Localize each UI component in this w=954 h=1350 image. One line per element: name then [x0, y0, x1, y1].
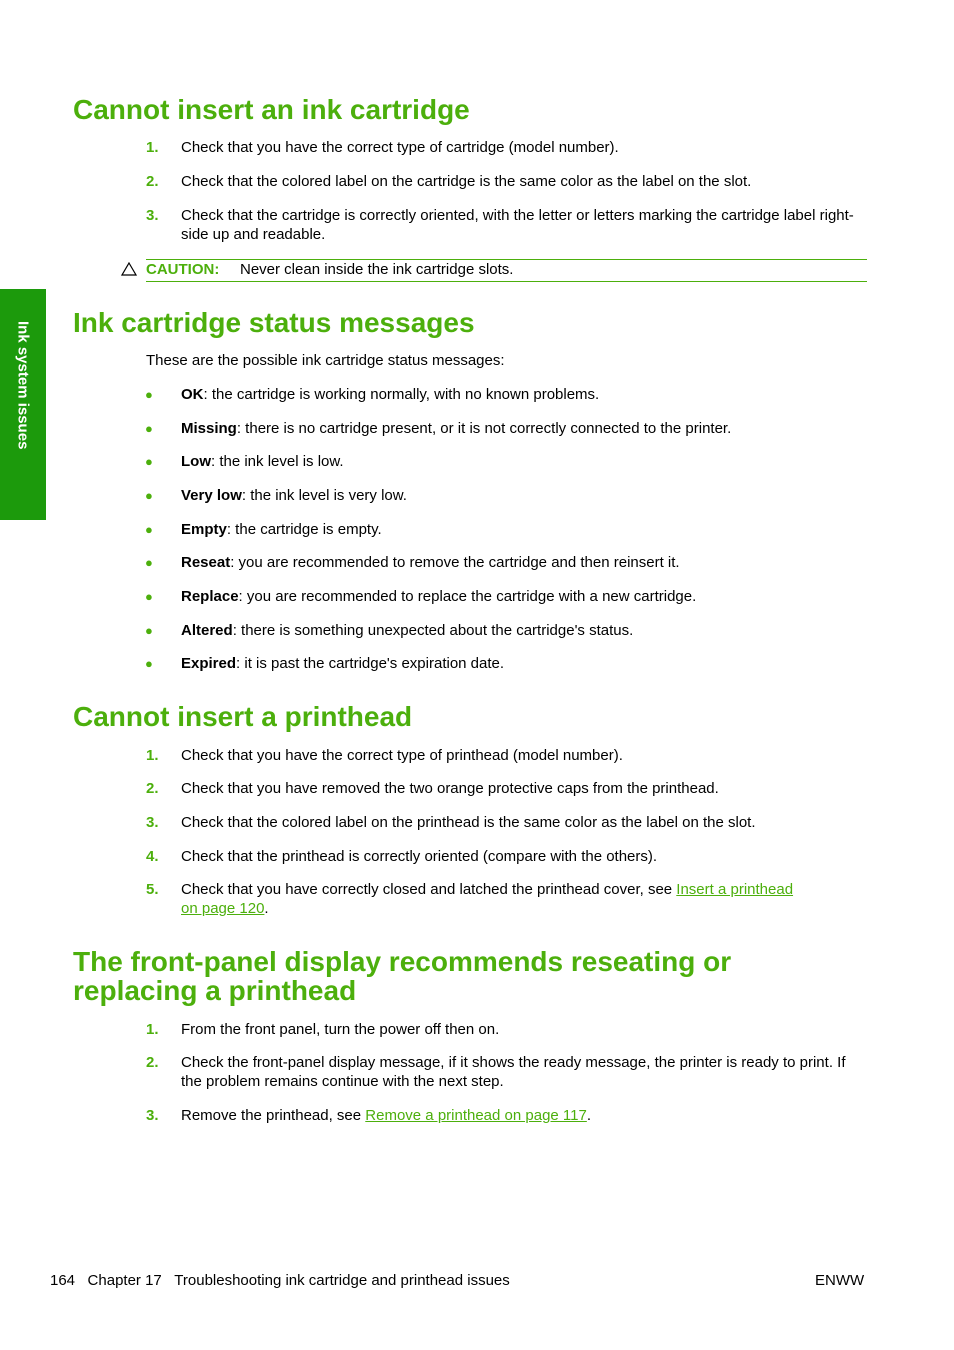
step-number: 3.: [146, 207, 159, 224]
step-text-end: .: [264, 900, 269, 917]
bullet-marker: ●: [145, 454, 153, 469]
list-item: [181, 654, 871, 673]
status-desc: : the cartridge is empty.: [226, 521, 382, 538]
step-text: Check the front-panel display message, if it shows the ready message, the printer is ready to print. If the problem remains continue with the next step.: [181, 1054, 846, 1090]
step-text: Check that the colored label on the printhead is the same color as the label on the slot.: [181, 814, 756, 831]
status-desc: : the ink level is very low.: [241, 487, 407, 504]
status-desc: : the ink level is low.: [211, 453, 344, 470]
bullet-marker: ●: [145, 656, 153, 671]
step-text: [181, 880, 841, 918]
status-term: Expired: [181, 655, 237, 672]
chapter-title: Troubleshooting ink cartridge and printhead issues: [174, 1272, 510, 1289]
step-text-body: Check that you have correctly closed and latched the printhead cover, see: [181, 881, 677, 898]
list-item: [181, 452, 871, 471]
status-intro: These are the possible ink cartridge status messages:: [146, 352, 505, 369]
caution-note: [146, 259, 867, 282]
status-term: Empty: [181, 521, 227, 538]
step-number: 1.: [146, 139, 159, 156]
step-number: 4.: [146, 848, 159, 865]
bullet-marker: ●: [145, 623, 153, 638]
status-term: Low: [181, 453, 211, 470]
heading-line-1: The front-panel display recommends reseating or: [73, 946, 732, 977]
heading-line-2: replacing a printhead: [73, 975, 357, 1006]
remove-printhead-link[interactable]: Remove a printhead on page 117: [365, 1107, 587, 1124]
step-text: Check that the printhead is correctly oriented (compare with the others).: [181, 848, 658, 865]
footer-left: [50, 1271, 510, 1290]
status-term: Altered: [181, 622, 233, 639]
status-desc: : it is past the cartridge's expiration date.: [236, 655, 505, 672]
bullet-marker: ●: [145, 421, 153, 436]
step-text: Check that the cartridge is correctly oriented, with the letter or letters marking the cartridge label right-side up and readable.: [181, 207, 854, 243]
heading-cannot-insert-cartridge: Cannot insert an ink cartridge: [73, 94, 470, 125]
page-number: 164: [50, 1272, 76, 1289]
status-term: Very low: [181, 487, 242, 504]
caution-label: CAUTION:: [146, 261, 220, 278]
step-number: 5.: [146, 881, 159, 898]
step-number: 2.: [146, 1054, 159, 1071]
step-text-end: .: [586, 1107, 592, 1124]
list-item: [181, 520, 871, 539]
list-item: [181, 553, 871, 572]
bullet-marker: ●: [145, 555, 153, 570]
step-text: Check that you have the correct type of printhead (model number).: [181, 747, 623, 764]
step-number: 3.: [146, 814, 159, 831]
list-item: [181, 621, 871, 640]
insert-printhead-page-link[interactable]: on page 120: [181, 900, 265, 917]
warning-triangle-icon: [121, 262, 137, 276]
step-text-body: Remove the printhead, see: [181, 1107, 366, 1124]
footer-edition: ENWW: [815, 1272, 865, 1289]
heading-front-panel-reseat: [73, 947, 731, 1005]
status-term: Missing: [181, 420, 237, 437]
chapter-side-tab: [0, 289, 46, 520]
bullet-marker: ●: [145, 589, 153, 604]
heading-status-messages: Ink cartridge status messages: [73, 307, 475, 338]
status-desc: : you are recommended to remove the cartridge and then reinsert it.: [230, 554, 680, 571]
side-tab-label: Ink system issues: [14, 321, 32, 450]
status-term: Reseat: [181, 554, 231, 571]
insert-printhead-link[interactable]: Insert a printhead: [676, 881, 794, 898]
list-item: [181, 419, 871, 438]
heading-cannot-insert-printhead: Cannot insert a printhead: [73, 701, 413, 732]
status-desc: : you are recommended to replace the cartridge with a new cartridge.: [238, 588, 697, 605]
bullet-marker: ●: [145, 488, 153, 503]
chapter-number: Chapter 17: [87, 1272, 162, 1289]
step-text: [181, 1106, 871, 1125]
status-desc: : the cartridge is working normally, with no known problems.: [203, 386, 600, 403]
list-item: [181, 385, 871, 404]
caution-text: Never clean inside the ink cartridge slots.: [240, 261, 514, 278]
list-item: [181, 486, 871, 505]
step-number: 2.: [146, 780, 159, 797]
status-term: OK: [181, 386, 204, 403]
status-term: Replace: [181, 588, 239, 605]
step-number: 2.: [146, 173, 159, 190]
step-text: Check that the colored label on the cartridge is the same color as the label on the slot.: [181, 173, 752, 190]
bullet-marker: ●: [145, 522, 153, 537]
step-text: Check that you have removed the two orange protective caps from the printhead.: [181, 780, 719, 797]
status-desc: : there is no cartridge present, or it is not correctly connected to the printer.: [236, 420, 732, 437]
list-item: [181, 587, 871, 606]
step-text: Check that you have the correct type of cartridge (model number).: [181, 139, 619, 156]
status-desc: : there is something unexpected about the cartridge's status.: [232, 622, 634, 639]
bullet-marker: ●: [145, 387, 153, 402]
step-number: 3.: [146, 1107, 159, 1124]
step-number: 1.: [146, 747, 159, 764]
step-number: 1.: [146, 1021, 159, 1038]
step-text: From the front panel, turn the power off then on.: [181, 1021, 500, 1038]
